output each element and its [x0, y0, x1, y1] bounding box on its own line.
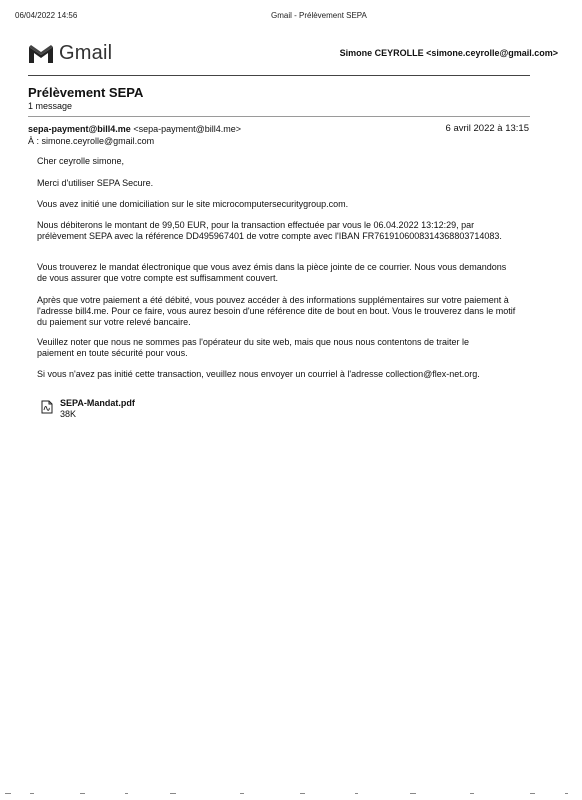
header-divider	[28, 75, 530, 76]
gmail-wordmark: Gmail	[59, 42, 113, 64]
body-paragraph: Veuillez noter que nous ne sommes pas l'opérateur du site web, mais que nous nous contentons de traiter le paiement en toute sécurité pour vous.	[37, 337, 469, 358]
message-body-line-2	[37, 178, 522, 189]
greeting: Cher ceyrolle simone,	[37, 156, 125, 166]
print-datetime: 06/04/2022 14:56	[15, 11, 78, 20]
body-paragraph: Si vous n'avez pas initié cette transaction, veuillez nous envoyer un courriel à l'adresse collection@flex-net.org.	[37, 369, 480, 379]
body-paragraph: Vous avez initié une domiciliation sur le site microcomputersecuritygroup.com.	[37, 199, 349, 209]
pdf-file-icon	[40, 400, 54, 414]
attachment-size: 38K	[60, 409, 77, 419]
thread-subject: Prélèvement SEPA	[28, 85, 144, 100]
body-paragraph: Merci d'utiliser SEPA Secure.	[37, 178, 154, 188]
message-body-line-7	[37, 337, 502, 359]
message-body-line-5	[37, 262, 515, 284]
sender-name[interactable]: sepa-payment@bill4.me	[28, 124, 131, 134]
gmail-m-icon	[28, 44, 54, 64]
gmail-logo[interactable]	[28, 42, 112, 65]
message-body-line-1	[37, 156, 522, 167]
message-date: 6 avril 2022 à 13:15	[445, 123, 529, 134]
attachment-info	[60, 398, 135, 419]
message-body-line-8	[37, 369, 527, 380]
message-body-line-6	[37, 295, 521, 328]
thread-divider	[28, 116, 530, 117]
message-body-line-4	[37, 220, 507, 242]
scan-footer-marks	[0, 791, 582, 797]
print-page-title: Gmail - Prélèvement SEPA	[271, 11, 367, 20]
attachment-name[interactable]: SEPA-Mandat.pdf	[60, 398, 135, 408]
body-paragraph: Après que votre paiement a été débité, vous pouvez accéder à des informations supplémentaires sur votre paiement à l'adresse bill4.me. Pour ce faire, vous aurez besoin d'une référence dite de bout en bout. Vous le trouverez dans le motif du paiement sur votre relevé bancaire.	[37, 295, 516, 327]
sender-email: <sepa-payment@bill4.me>	[133, 124, 242, 134]
sender-line	[28, 124, 241, 134]
body-paragraph: Vous trouverez le mandat électronique que vous avez émis dans la pièce jointe de ce courrier. Nous vous demandons de vous assurer que votre compte est suffisamment couvert.	[37, 262, 507, 283]
attachment[interactable]	[40, 398, 135, 419]
gmail-header	[28, 40, 558, 68]
message-body-line-3	[37, 199, 522, 210]
recipient-line: À : simone.ceyrolle@gmail.com	[28, 136, 155, 146]
print-header	[0, 11, 582, 23]
message-count: 1 message	[28, 101, 73, 111]
body-paragraph: Nous débiterons le montant de 99,50 EUR, pour la transaction effectuée par vous le 06.04.2022 13:12:29, par prélèvement SEPA avec la référence DD495967401 de votre compte avec l'IBAN FR7619106008314368803714083.	[37, 220, 502, 241]
account-label: Simone CEYROLLE <simone.ceyrolle@gmail.com>	[339, 48, 558, 58]
